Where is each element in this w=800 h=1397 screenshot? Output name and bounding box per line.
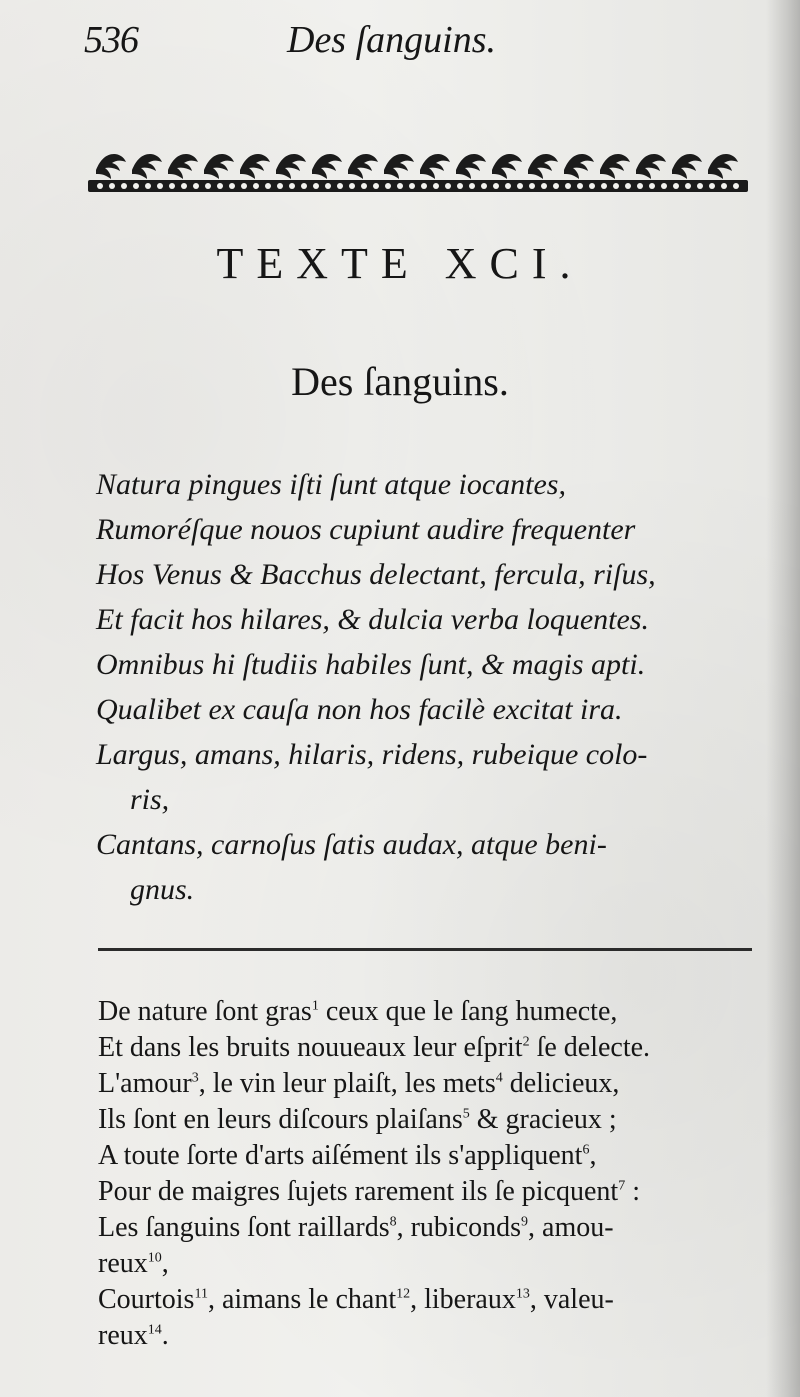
french-text: & gracieux ; [469,1104,617,1135]
french-text: reux [98,1320,148,1351]
footnote-marker: 1 [311,998,319,1014]
french-line [98,1032,650,1064]
french-line [98,1248,169,1280]
french-line [98,1320,169,1352]
french-text: delicieux, [502,1068,620,1099]
latin-line: Hos Venus & Bacchus delectant, fercula, riſus, [96,558,656,591]
section-divider [98,948,752,951]
french-text: Courtois [98,1284,195,1315]
footnote-marker: 9 [521,1214,529,1230]
french-line [98,1068,619,1100]
french-text: : [625,1176,640,1207]
french-text: , aimans le chant [207,1284,397,1315]
french-text: , [589,1140,597,1171]
footnote-marker: 11 [194,1286,208,1302]
french-text: A toute ſorte d'arts aiſément ils s'appliquent [98,1140,583,1171]
latin-line: Et facit hos hilares, & dulcia verba loquentes. [96,603,649,636]
latin-line: Largus, amans, hilaris, ridens, rubeique colo- [96,738,648,771]
french-text: L'amour [98,1068,192,1099]
french-text: , le vin leur plaiſt, les mets [198,1068,496,1099]
decorative-ornament-band [88,134,748,206]
french-text: reux [98,1248,148,1279]
footnote-marker: 14 [147,1322,162,1338]
french-line [98,1104,617,1136]
section-title: Des ſanguins. [291,359,509,404]
latin-line: Natura pingues iſti ſunt atque iocantes, [96,468,566,501]
french-text: , amou- [528,1212,614,1243]
footnote-marker: 7 [618,1178,626,1194]
footnote-marker: 13 [515,1286,530,1302]
latin-line: gnus. [130,873,195,906]
french-line [98,1140,596,1172]
footnote-marker: 8 [389,1214,397,1230]
footnote-marker: 5 [462,1106,470,1122]
french-text: ſe delecte. [529,1032,651,1063]
page-number: 536 [84,19,138,61]
latin-line: Omnibus hi ſtudiis habiles ſunt, & magis apti. [96,648,646,681]
french-text: . [161,1320,169,1351]
running-head [84,18,724,80]
french-line [98,996,617,1028]
french-line [98,1284,614,1316]
footnote-marker: 6 [582,1142,590,1158]
french-text: , valeu- [529,1284,614,1315]
latin-line: Qualibet ex cauſa non hos facilè excitat ira. [96,693,623,726]
text-title: TEXTE XCI. [216,239,584,288]
french-text: , rubiconds [396,1212,522,1243]
latin-line: ris, [130,783,170,816]
latin-line: Rumoréſque nouos cupiunt audire frequenter [96,513,636,546]
french-line [98,1176,640,1208]
french-text: ceux que le ſang humecte, [318,996,618,1027]
french-text: , [161,1248,169,1279]
french-text: Ils ſont en leurs diſcours plaiſans [98,1104,463,1135]
french-line [98,1212,614,1244]
footnote-marker: 4 [495,1070,503,1086]
french-text: De nature ſont gras [98,996,312,1027]
running-title: Des ſanguins. [287,19,496,61]
french-text: Les ſanguins ſont raillards [98,1212,390,1243]
french-text: Pour de maigres ſujets rarement ils ſe picquent [98,1176,619,1207]
footnote-marker: 2 [522,1034,530,1050]
latin-line: Cantans, carnoſus ſatis audax, atque beni- [96,828,607,861]
french-text: , liberaux [410,1284,516,1315]
footnote-marker: 12 [396,1286,411,1302]
page-gutter-shadow [766,0,800,1397]
french-text: Et dans les bruits nouueaux leur eſprit [98,1032,523,1063]
footnote-marker: 10 [147,1250,162,1266]
footnote-marker: 3 [191,1070,199,1086]
